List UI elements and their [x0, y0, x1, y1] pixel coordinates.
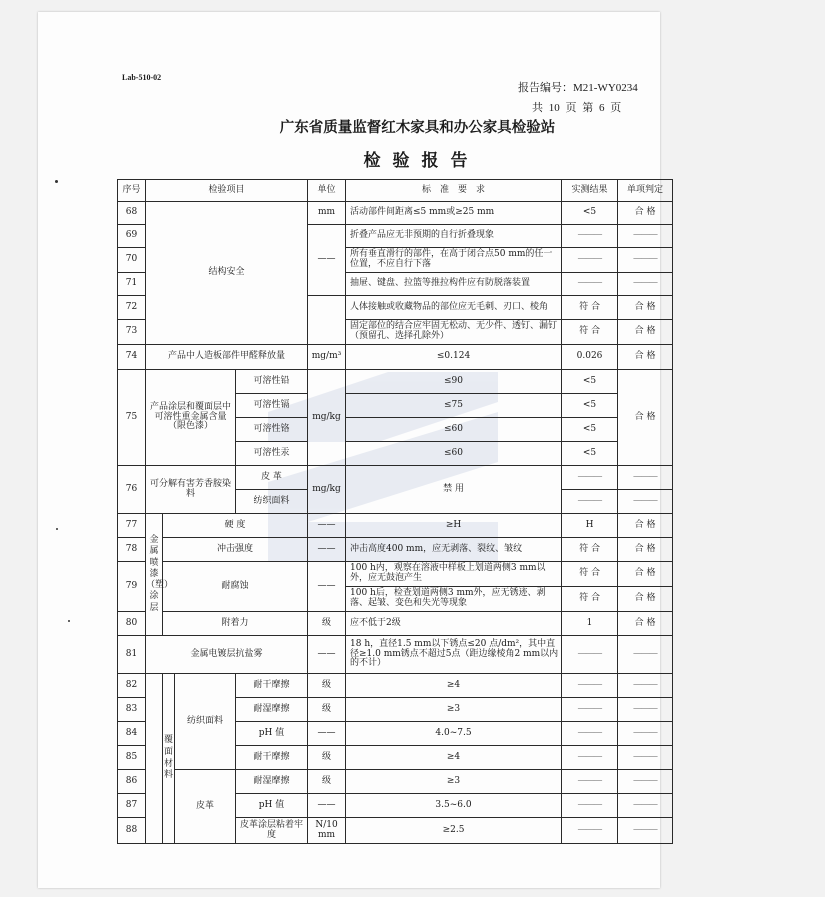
report-number: 报告编号：M21-WY0234 [518, 82, 638, 94]
row-no: 79 [118, 562, 146, 612]
unit-cell: —— [308, 722, 346, 746]
requirement-cell: 3.5~6.0 [346, 794, 562, 818]
row-no: 77 [118, 514, 146, 538]
lab-code: Lab-510-02 [122, 73, 162, 82]
row-no: 70 [118, 248, 146, 273]
requirement-cell: 固定部位的结合应牢固无松动、无少件、透钉、漏钉（预留孔、选择孔除外） [346, 320, 562, 345]
item-cell: 耐腐蚀 [163, 562, 308, 612]
row-no: 83 [118, 698, 146, 722]
requirement-cell: 100 h内，观察在溶液中样板上划道两侧3 mm以外，应无鼓泡产生 [346, 562, 562, 587]
result-cell: 符 合 [562, 320, 618, 345]
result-cell: <5 [562, 442, 618, 466]
verdict-cell: ——— [618, 273, 673, 296]
row-no: 68 [118, 202, 146, 225]
result-cell: ——— [562, 674, 618, 698]
result-cell: ——— [562, 794, 618, 818]
row-no: 85 [118, 746, 146, 770]
result-cell: ——— [562, 770, 618, 794]
textile-group: 纺织面料 [175, 674, 236, 770]
verdict-cell: 合 格 [618, 562, 673, 587]
item-cell: 耐干摩擦 [236, 674, 308, 698]
verdict-cell: 合 格 [618, 320, 673, 345]
requirement-cell: ≥3 [346, 770, 562, 794]
requirement-cell: 冲击高度400 mm，应无剥落、裂纹、皱纹 [346, 538, 562, 562]
requirement-cell: 18 h，直径1.5 mm以下锈点≤20 点/dm²，其中直径≥1.0 mm锈点不超过5点（距边缘棱角2 mm以内的不计） [346, 636, 562, 674]
row-no: 69 [118, 225, 146, 248]
leather-group: 皮革 [175, 770, 236, 844]
table-row [118, 674, 673, 698]
table-header-row [118, 180, 673, 202]
row-no: 75 [118, 370, 146, 466]
unit-cell: 级 [308, 612, 346, 636]
requirement-cell: ≤0.124 [346, 345, 562, 370]
item-cell: 耐干摩擦 [236, 746, 308, 770]
requirement-cell: ≥4 [346, 746, 562, 770]
result-cell: 符 合 [562, 587, 618, 612]
col-header-requirement: 标 准 要 求 [346, 180, 562, 202]
scan-speck [68, 620, 70, 622]
organization-name: 广东省质量监督红木家具和办公家具检验站 [279, 120, 556, 136]
cover-material-group: 覆面材料 [163, 674, 175, 844]
verdict-cell: ——— [618, 698, 673, 722]
result-cell: 符 合 [562, 562, 618, 587]
requirement-cell: ≤90 [346, 370, 562, 394]
col-header-verdict: 单项判定 [618, 180, 673, 202]
item-cell: 附着力 [163, 612, 308, 636]
requirement-cell: 禁 用 [346, 466, 562, 514]
unit-cell: 级 [308, 746, 346, 770]
table-row [118, 636, 673, 674]
table-row [118, 514, 673, 538]
requirement-cell: ≥3 [346, 698, 562, 722]
requirement-cell: 应不低于2级 [346, 612, 562, 636]
verdict-cell: 合 格 [618, 612, 673, 636]
result-cell: ——— [562, 490, 618, 514]
verdict-cell: 合 格 [618, 514, 673, 538]
requirement-cell: ≥2.5 [346, 818, 562, 844]
requirement-cell: ≤60 [346, 442, 562, 466]
verdict-cell: ——— [618, 636, 673, 674]
row-no: 71 [118, 273, 146, 296]
row-no: 84 [118, 722, 146, 746]
row-no: 86 [118, 770, 146, 794]
empty-cell [146, 674, 163, 844]
requirement-cell: 抽屉、键盘、拉篮等推拉构件应有防脱落装置 [346, 273, 562, 296]
unit-cell: —— [308, 225, 346, 296]
item-cell: 产品中人造板部件甲醛释放量 [146, 345, 308, 370]
item-cell: pH 值 [236, 722, 308, 746]
requirement-cell: 人体接触或收藏物品的部位应无毛刺、刃口、棱角 [346, 296, 562, 320]
verdict-cell: ——— [618, 770, 673, 794]
item-cell: 硬 度 [163, 514, 308, 538]
result-cell: ——— [562, 636, 618, 674]
verdict-cell: ——— [618, 248, 673, 273]
row-no: 72 [118, 296, 146, 320]
item-cell: 产品涂层和覆面层中可溶性重金属含量（限色漆） [146, 370, 236, 466]
table-row [118, 370, 673, 394]
requirement-cell: ≤60 [346, 418, 562, 442]
result-cell: ——— [562, 746, 618, 770]
result-cell: ——— [562, 818, 618, 844]
row-no: 87 [118, 794, 146, 818]
verdict-cell: ——— [618, 722, 673, 746]
requirement-cell: ≥4 [346, 674, 562, 698]
verdict-cell: ——— [618, 794, 673, 818]
scan-speck [55, 180, 58, 183]
result-cell: 符 合 [562, 296, 618, 320]
sub-item-cell: 可溶性铬 [236, 418, 308, 442]
col-header-no: 序号 [118, 180, 146, 202]
unit-cell: 级 [308, 698, 346, 722]
unit-cell: 级 [308, 674, 346, 698]
row-no: 82 [118, 674, 146, 698]
item-cell: 皮革涂层粘着牢度 [236, 818, 308, 844]
unit-cell: mm [308, 202, 346, 225]
row-no: 81 [118, 636, 146, 674]
requirement-cell: 折叠产品应无非预期的自行折叠现象 [346, 225, 562, 248]
col-header-unit: 单位 [308, 180, 346, 202]
unit-cell: —— [308, 636, 346, 674]
sub-item-cell: 可溶性镉 [236, 394, 308, 418]
table-row [118, 538, 673, 562]
result-cell: 0.026 [562, 345, 618, 370]
verdict-cell: 合 格 [618, 345, 673, 370]
verdict-cell: ——— [618, 466, 673, 490]
table-row [118, 770, 673, 794]
unit-cell: mg/kg [308, 466, 346, 514]
verdict-cell: 合 格 [618, 202, 673, 225]
verdict-cell: 合 格 [618, 587, 673, 612]
unit-cell: N/10 mm [308, 818, 346, 844]
verdict-cell: ——— [618, 225, 673, 248]
col-header-item: 检验项目 [146, 180, 308, 202]
sub-item-cell: 可溶性汞 [236, 442, 308, 466]
result-cell: ——— [562, 722, 618, 746]
row-no: 76 [118, 466, 146, 514]
table-row [118, 612, 673, 636]
item-cell: 耐湿摩擦 [236, 698, 308, 722]
table-row [118, 562, 673, 587]
unit-cell: —— [308, 794, 346, 818]
col-header-result: 实测结果 [562, 180, 618, 202]
page-count: 共 10 页 第 6 页 [532, 102, 622, 114]
verdict-cell: 合 格 [618, 538, 673, 562]
result-cell: H [562, 514, 618, 538]
requirement-cell: 活动部件间距离≤5 mm或≥25 mm [346, 202, 562, 225]
unit-cell: mg/kg [308, 370, 346, 466]
requirement-cell: 所有垂直滑行的部件，在高于闭合点50 mm的任一位置，不应自行下落 [346, 248, 562, 273]
item-cell: 冲击强度 [163, 538, 308, 562]
structure-safety-item: 结构安全 [146, 202, 308, 345]
row-no: 88 [118, 818, 146, 844]
row-no: 80 [118, 612, 146, 636]
unit-cell: —— [308, 538, 346, 562]
item-cell: 金属电镀层抗盐雾 [146, 636, 308, 674]
row-no: 73 [118, 320, 146, 345]
unit-cell: mg/m³ [308, 345, 346, 370]
verdict-cell: 合 格 [618, 370, 673, 466]
result-cell: ——— [562, 466, 618, 490]
item-cell: 耐湿摩擦 [236, 770, 308, 794]
result-cell: ——— [562, 225, 618, 248]
sub-item-cell: 纺织面料 [236, 490, 308, 514]
result-cell: ——— [562, 698, 618, 722]
requirement-cell: ≥H [346, 514, 562, 538]
verdict-cell: ——— [618, 818, 673, 844]
verdict-cell: ——— [618, 490, 673, 514]
result-cell: <5 [562, 394, 618, 418]
item-cell: pH 值 [236, 794, 308, 818]
requirement-cell: 4.0~7.5 [346, 722, 562, 746]
requirement-cell: ≤75 [346, 394, 562, 418]
unit-cell: —— [308, 562, 346, 612]
result-cell: <5 [562, 370, 618, 394]
row-no: 78 [118, 538, 146, 562]
scan-speck [56, 528, 58, 530]
metal-coating-group: 金属喷漆（塑）涂层 [146, 514, 163, 636]
unit-cell-empty [308, 296, 346, 345]
inspection-table [117, 179, 664, 844]
table-row [118, 345, 673, 370]
verdict-cell: ——— [618, 746, 673, 770]
table-row [118, 466, 673, 490]
report-title: 检验报告 [363, 151, 480, 171]
sub-item-cell: 可溶性铅 [236, 370, 308, 394]
item-cell: 可分解有害芳香胺染料 [146, 466, 236, 514]
requirement-cell: 100 h后，检查划道两侧3 mm外，应无锈迹、剥落、起皱、变色和失光等现象 [346, 587, 562, 612]
result-cell: <5 [562, 418, 618, 442]
sub-item-cell: 皮 革 [236, 466, 308, 490]
result-cell: 1 [562, 612, 618, 636]
table-row [118, 202, 673, 225]
row-no: 74 [118, 345, 146, 370]
verdict-cell: ——— [618, 674, 673, 698]
unit-cell: 级 [308, 770, 346, 794]
result-cell: <5 [562, 202, 618, 225]
verdict-cell: 合 格 [618, 296, 673, 320]
unit-cell: —— [308, 514, 346, 538]
result-cell: ——— [562, 248, 618, 273]
result-cell: 符 合 [562, 538, 618, 562]
result-cell: ——— [562, 273, 618, 296]
